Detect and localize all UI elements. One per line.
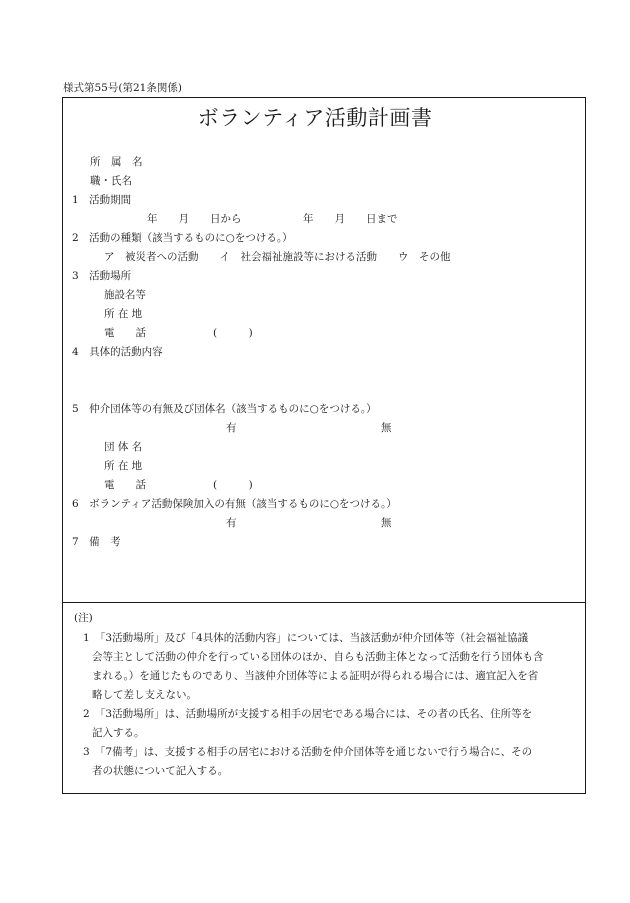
place-phone-label: 電 話	[104, 327, 146, 339]
group-phone-paren: ( )	[213, 479, 253, 491]
insurance-label: 6 ボランティア活動保険加入の有無（該当するものに○をつける。）	[72, 498, 397, 510]
note-2-line-2: 記入する。	[92, 727, 145, 739]
group-name-label: 団 体 名	[104, 441, 143, 453]
activity-type-options: ア 被災者への活動 イ 社会福祉施設等における活動 ウ その他	[104, 251, 451, 263]
intermediary-label: 5 仲介団体等の有無及び団体名（該当するものに○をつける。）	[72, 403, 377, 415]
activity-content-label: 4 具体的活動内容	[72, 346, 163, 358]
note-3-line-1: 3 「7備考」は、支援する相手の居宅における活動を仲介団体等を通じないで行う場合に、その	[83, 746, 533, 758]
notes-divider	[63, 602, 585, 603]
note-1-line-1: 1 「3活動場所」及び「4具体的活動内容」については、当該活動が仲介団体等（社会福祉協議	[83, 632, 529, 644]
page-title: ボランティア活動計画書	[197, 106, 433, 130]
activity-type-label: 2 活動の種類（該当するものに○をつける。）	[72, 232, 293, 244]
intermediary-no: 無	[381, 422, 392, 434]
affiliation-label: 所 属 名	[90, 156, 143, 168]
group-address-label: 所 在 地	[104, 460, 143, 472]
insurance-yes: 有	[226, 517, 237, 529]
group-phone-label: 電 話	[104, 479, 146, 491]
place-phone-paren: ( )	[213, 327, 253, 339]
note-1-line-2: 会等主として活動の仲介を行っている団体のほか、自らも活動主体となって活動を行う団体も含	[92, 651, 544, 663]
period-label: 1 活動期間	[72, 194, 132, 206]
note-1-line-4: 略して差し支えない。	[92, 689, 197, 701]
intermediary-yes: 有	[226, 422, 237, 434]
facility-name-label: 施設名等	[104, 289, 146, 301]
note-1-line-3: まれる。）を通じたものであり、当該仲介団体等による証明が得られる場合には、適宜記入を省	[92, 670, 539, 682]
notes-heading: (注)	[74, 612, 93, 624]
note-3-line-2: 者の状態について記入する。	[92, 765, 229, 777]
period-to: 年 月 日まで	[303, 213, 398, 225]
place-address-label: 所 在 地	[104, 308, 143, 320]
insurance-no: 無	[381, 517, 392, 529]
position-name-label: 職・氏名	[90, 175, 132, 187]
period-from: 年 月 日から	[147, 213, 242, 225]
activity-place-label: 3 活動場所	[72, 270, 132, 282]
form-number: 様式第55号(第21条関係)	[63, 82, 182, 94]
remarks-label: 7 備 考	[72, 536, 121, 548]
note-2-line-1: 2 「3活動場所」は、活動場所が支援する相手の居宅である場合には、その者の氏名、住所等を	[83, 708, 533, 720]
